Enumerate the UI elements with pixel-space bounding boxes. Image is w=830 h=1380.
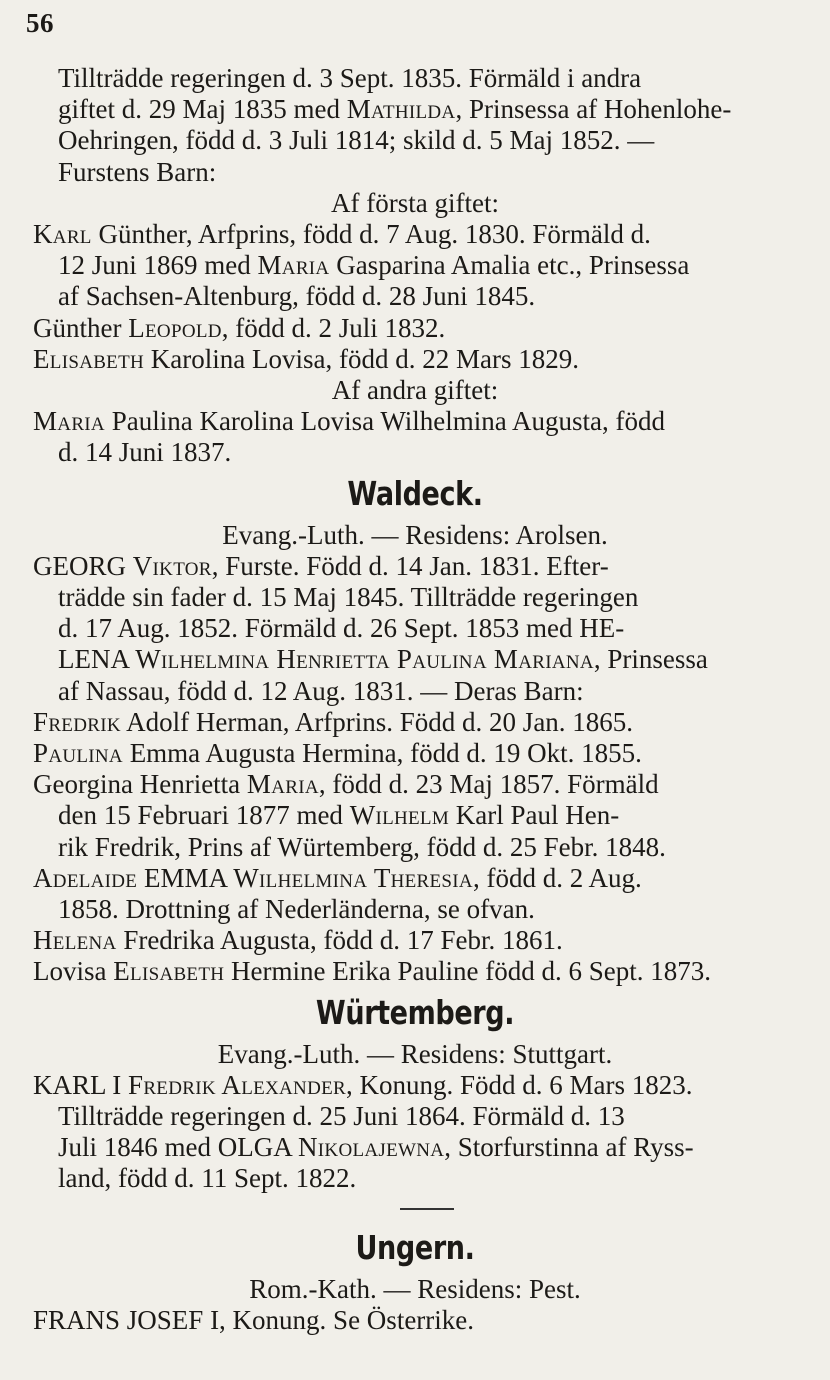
- text-line: Lovisa Elisabeth Hermine Erika Pauline född d. 6 Sept. 1873.: [33, 956, 711, 987]
- text-line: d. 17 Aug. 1852. Förmäld d. 26 Sept. 1853 med HE-: [58, 613, 625, 644]
- subheading: Af andra giftet:: [331, 375, 499, 405]
- text-line: FRANS JOSEF I, Konung. Se Österrike.: [33, 1304, 475, 1335]
- text-line: trädde sin fader d. 15 Maj 1845. Tillträdde regeringen: [58, 582, 639, 612]
- section-heading-wurtemberg: Würtemberg.: [315, 992, 515, 1032]
- text-line: Günther Leopold, född d. 2 Juli 1832.: [33, 312, 446, 343]
- text-line: af Sachsen-Altenburg, född d. 28 Juni 1845.: [58, 281, 536, 312]
- section-divider: [400, 1208, 454, 1210]
- text-line: Maria Paulina Karolina Lovisa Wilhelmina Augusta, född: [33, 406, 666, 437]
- section-heading-ungern: Ungern.: [355, 1227, 475, 1267]
- text-line: Paulina Emma Augusta Hermina, född d. 19 Okt. 1855.: [33, 738, 642, 768]
- text-line: land, född d. 11 Sept. 1822.: [58, 1163, 357, 1194]
- text-line: den 15 Februari 1877 med Wilhelm Karl Paul Hen-: [58, 800, 620, 831]
- text-line: af Nassau, född d. 12 Aug. 1831. — Deras Barn:: [58, 675, 584, 706]
- text-line: Tillträdde regeringen d. 3 Sept. 1835. Förmäld i andra: [58, 63, 642, 93]
- section-subline: Evang.-Luth. — Residens: Stuttgart.: [217, 1038, 613, 1069]
- text-line: Fredrik Adolf Herman, Arfprins. Född d. 20 Jan. 1865.: [33, 706, 634, 737]
- text-line: Oehringen, född d. 3 Juli 1814; skild d. 5 Maj 1852. —: [58, 125, 655, 156]
- text-line: Karl Günther, Arfprins, född d. 7 Aug. 1830. Förmäld d.: [33, 219, 651, 249]
- text-line: Furstens Barn:: [58, 156, 217, 187]
- section-subline: Rom.-Kath. — Residens: Pest.: [249, 1273, 581, 1304]
- text-line: 1858. Drottning af Nederländerna, se ofvan.: [58, 894, 535, 924]
- subheading: Af första giftet:: [331, 187, 499, 218]
- text-line: Georgina Henrietta Maria, född d. 23 Maj 1857. Förmäld: [33, 769, 659, 800]
- section-heading-waldeck: Waldeck.: [347, 473, 483, 513]
- text-line: rik Fredrik, Prins af Würtemberg, född d. 25 Febr. 1848.: [58, 831, 666, 862]
- text-line: Helena Fredrika Augusta, född d. 17 Febr. 1861.: [33, 925, 563, 956]
- text-line: LENA Wilhelmina Henrietta Paulina Mariana, Prinsessa: [58, 644, 708, 675]
- text-line: Juli 1846 med OLGA Nikolajewna, Storfurstinna af Ryss-: [58, 1132, 694, 1163]
- text-line: GEORG Viktor, Furste. Född d. 14 Jan. 1831. Efter-: [33, 550, 609, 581]
- text-line: Elisabeth Karolina Lovisa, född d. 22 Mars 1829.: [33, 343, 579, 374]
- text-line: 12 Juni 1869 med Maria Gasparina Amalia etc., Prinsessa: [58, 250, 690, 281]
- text-line: giftet d. 29 Maj 1835 med Mathilda, Prinsessa af Hohenlohe-: [58, 94, 732, 125]
- text-line: Tillträdde regeringen d. 25 Juni 1864. Förmäld d. 13: [58, 1101, 625, 1131]
- page-number: 56: [26, 8, 54, 38]
- text-line: d. 14 Juni 1837.: [58, 437, 232, 468]
- text-line: KARL I Fredrik Alexander, Konung. Född d. 6 Mars 1823.: [33, 1069, 693, 1100]
- text-line: Adelaide EMMA Wilhelmina Theresia, född d. 2 Aug.: [33, 862, 642, 893]
- section-subline: Evang.-Luth. — Residens: Arolsen.: [222, 519, 608, 550]
